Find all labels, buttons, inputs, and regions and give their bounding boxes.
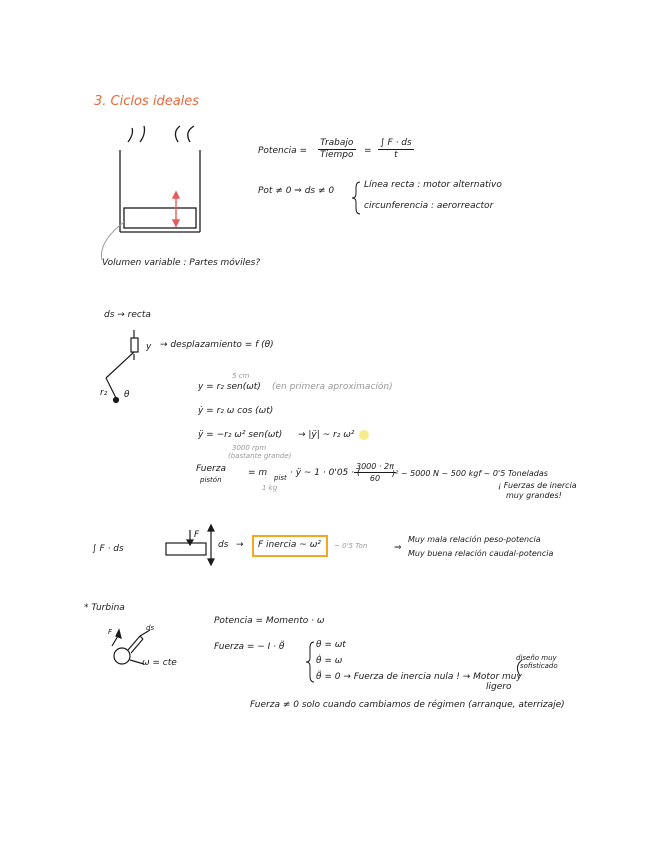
fuerza-eq: = m — [248, 468, 268, 478]
fuerza-end: )² ~ 5000 N ~ 500 kgf ~ 0'5 Toneladas — [392, 469, 548, 478]
trabajo-text: Trabajo — [318, 138, 356, 150]
sofisticado-text: sofisticado — [520, 662, 558, 670]
potencia-momento: Potencia = Momento · ω — [214, 616, 325, 626]
m-subscript: pist — [274, 474, 287, 482]
rpm-note: 3000 rpm — [232, 444, 267, 452]
brace-4 — [306, 642, 314, 682]
integral-den: t — [394, 150, 398, 160]
brace-1 — [352, 182, 360, 214]
tons-note: ~ 0'5 Ton — [334, 542, 368, 550]
trabajo-fraction — [318, 138, 356, 161]
implies-sign: ⇒ — [394, 543, 402, 553]
bastante-note: (bastante grande) — [228, 452, 292, 460]
piston-label: pistón — [200, 476, 222, 484]
arrow-to-box: → — [236, 540, 244, 550]
muy-grandes: muy grandes! — [506, 491, 562, 500]
block-drawing — [166, 525, 214, 565]
w-cte: ω = cte — [142, 658, 177, 668]
piston-arrow — [173, 192, 179, 226]
linea-recta: Línea recta : motor alternativo — [364, 180, 502, 190]
f-vector-label: F — [194, 530, 200, 540]
five-cm-note: 5 cm — [232, 372, 250, 380]
fuerza-final: Fuerza ≠ 0 solo cuando cambiamos de régimen (arranque, aterrizaje) — [250, 700, 565, 710]
fuerza-inercia-box — [252, 535, 328, 557]
kg-note: 1 kg — [262, 484, 278, 492]
muy-buena: Muy buena relación caudal-potencia — [408, 549, 554, 558]
y-equation: y = r₂ sen(ωt) — [198, 382, 261, 392]
ydot-equation: ẏ = r₂ ω cos (ωt) — [198, 406, 274, 416]
desplazamiento: → desplazamiento = f (θ) — [160, 340, 274, 350]
turbina-text: * Turbina — [84, 603, 125, 613]
fuerzas-inercia: ¡ Fuerzas de inercia — [498, 481, 577, 490]
diseno-text: diseño muy — [516, 654, 557, 662]
cylinder-drawing — [120, 126, 200, 232]
integral-fraction — [378, 138, 414, 161]
rpm-den: 60 — [369, 474, 381, 483]
theta-label: θ — [124, 390, 130, 400]
page-title: 3. Ciclos ideales — [94, 94, 200, 109]
rpm-num: 3000 · 2π — [356, 462, 394, 471]
fuerza-inercia-text: F inercia ~ ω² — [258, 540, 321, 550]
turbine-f-label: F — [108, 628, 113, 636]
y-label: y — [146, 342, 152, 352]
muy-mala: Muy mala relación peso-potencia — [408, 535, 541, 544]
fuerza-label: Fuerza — [196, 464, 226, 474]
ds-label: ds — [218, 540, 229, 550]
r2-label: r₂ — [100, 388, 108, 398]
ligero-text: ligero — [486, 682, 512, 692]
primera-note: (en primera aproximación) — [272, 382, 393, 392]
integral-f-ds: ∫ F · ds — [92, 544, 124, 554]
yddot-equation: ÿ = −r₂ ω² sen(ωt) — [198, 430, 283, 440]
ds-recta: ds → recta — [104, 310, 151, 320]
theta-wt: θ = ωt — [316, 640, 346, 650]
theta-dot: θ̇ = ω — [316, 656, 343, 666]
tiempo-text: Tiempo — [320, 150, 354, 160]
fuerza-rest: · ÿ ~ 1 · 0'05 · ( — [290, 468, 361, 478]
highlight-dot — [359, 430, 369, 440]
theta-ddot: θ̈ = 0 → Fuerza de inercia nula ! → Motor muy — [316, 672, 522, 682]
rpm-fraction — [354, 461, 396, 484]
turbina-heading — [84, 603, 125, 614]
crank-drawing — [106, 330, 138, 403]
integral-num: ∫ F · ds — [380, 138, 412, 148]
volumen-note: Volumen variable : Partes móviles? — [102, 258, 261, 268]
circunferencia: circunferencia : aerorreactor — [364, 201, 494, 211]
potencia-label: Potencia = — [258, 146, 308, 156]
fuerza-inercia-eq: Fuerza = − I · θ̈ — [214, 642, 285, 652]
equals-sign: = — [364, 146, 372, 156]
yddot-magnitude: → |ÿ| ~ r₂ ω² — [298, 430, 355, 440]
pot-line: Pot ≠ 0 ⇒ ds ≠ 0 — [258, 186, 335, 196]
turbine-ds-label: ds — [146, 624, 155, 632]
